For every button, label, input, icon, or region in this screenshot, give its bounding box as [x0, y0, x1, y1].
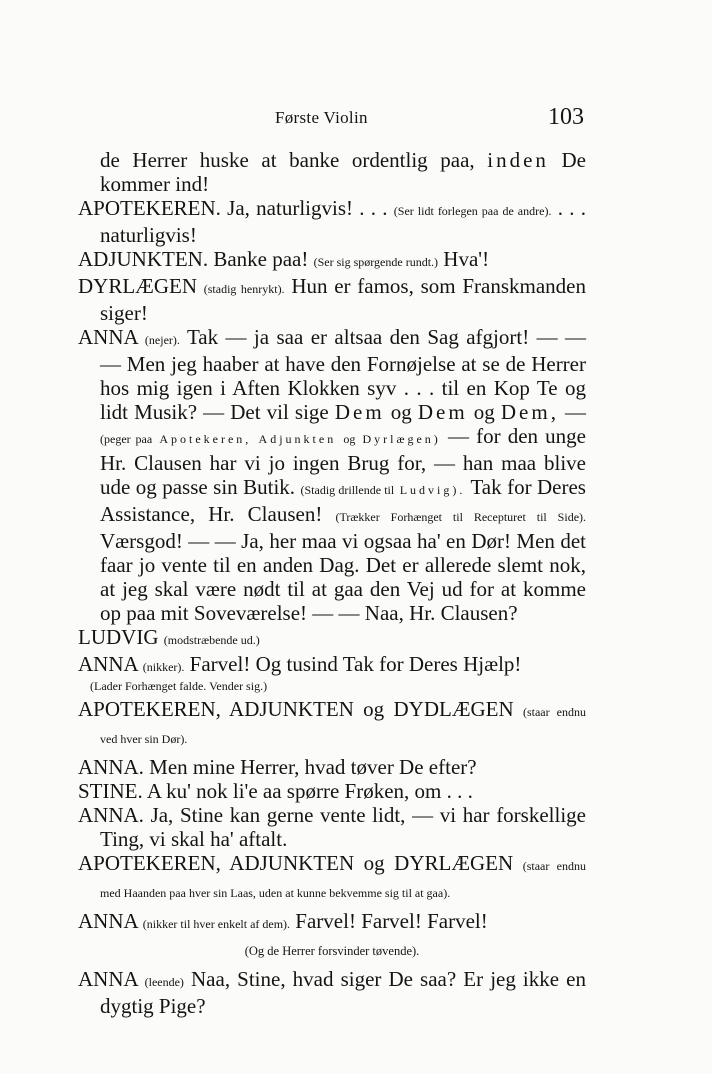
speech-anna: ANNA. Ja, Stine kan gerne vente lidt, — vi har forskellige Ting, vi skal ha' aftalt.	[78, 803, 586, 851]
speech-anna: ANNA (leende) Naa, Stine, hvad siger De saa? Er jeg ikke en dygtig Pige?	[78, 967, 586, 1018]
text-line: de Herrer huske at banke ordentlig paa, inden De kommer ind!	[100, 148, 587, 196]
speech-adjunkten: ADJUNKTEN. Banke paa! (Ser sig spørgende rundt.) Hva'!	[78, 247, 490, 271]
stage-direction: APOTEKEREN, ADJUNKTEN og DYRLÆGEN (staar endnu med Haanden paa hver sin Laas, uden at kunne bekvemme sig til at gaa).	[78, 851, 586, 900]
stage-direction: APOTEKEREN, ADJUNKTEN og DYDLÆGEN (staar endnu ved hver sin Dør).	[78, 697, 586, 746]
page-body	[78, 148, 586, 1018]
speech-anna: ANNA (nejer). Tak — ja saa er altsaa den Sag afgjort! — — — Men jeg haaber at have den Fornøjelse at se de Herrer hos mig igen i Aften Klokken syv . . . til en Kop Te og lidt Musik? — Det vil sige Dem og Dem og Dem, — (peger paa Apotekeren, Adjunkten og Dyrlægen) — for den unge Hr. Clausen har vi jo ingen Brug for, — han maa blive ude og passe sin Butik. (Stadig drillende til Ludvig). Tak for Deres Assistance, Hr. Clausen! (Trækker Forhænget til Recepturet til Side). Værsgod! — — Ja, her maa vi ogsaa ha' en Dør! Men det faar jo vente til en anden Dag. Det er allerede slemt nok, at jeg skal være nødt til at gaa den Vej ud for at komme op paa mit Soveværelse! — — Naa, Hr. Clausen?	[78, 325, 587, 625]
speech-anna: ANNA. Men mine Herrer, hvad tøver De efter?	[78, 755, 477, 779]
speech-apotekeren: APOTEKEREN. Ja, naturligvis! . . . (Ser lidt forlegen paa de andre). . . . naturligvis!	[78, 196, 586, 247]
speech-anna: ANNA (nikker). Farvel! Og tusind Tak for Deres Hjælp! (Lader Forhænget falde. Vender sig.)	[78, 652, 522, 693]
speech-anna: ANNA (nikker til hver enkelt af dem). Farvel! Farvel! Farvel!	[78, 909, 488, 933]
stage-direction-centered: (Og de Herrer forsvinder tøvende).	[244, 944, 420, 958]
speech-dyrlaegen: DYRLÆGEN (stadig henrykt). Hun er famos, som Franskmanden siger!	[78, 274, 587, 325]
page-number: 103	[548, 104, 584, 130]
speech-stine: STINE. A ku' nok li'e aa spørre Frøken, om . . .	[78, 779, 473, 803]
speech-ludvig: LUDVIG (modstræbende ud.)	[78, 625, 260, 649]
running-title: Første Violin	[275, 108, 368, 127]
